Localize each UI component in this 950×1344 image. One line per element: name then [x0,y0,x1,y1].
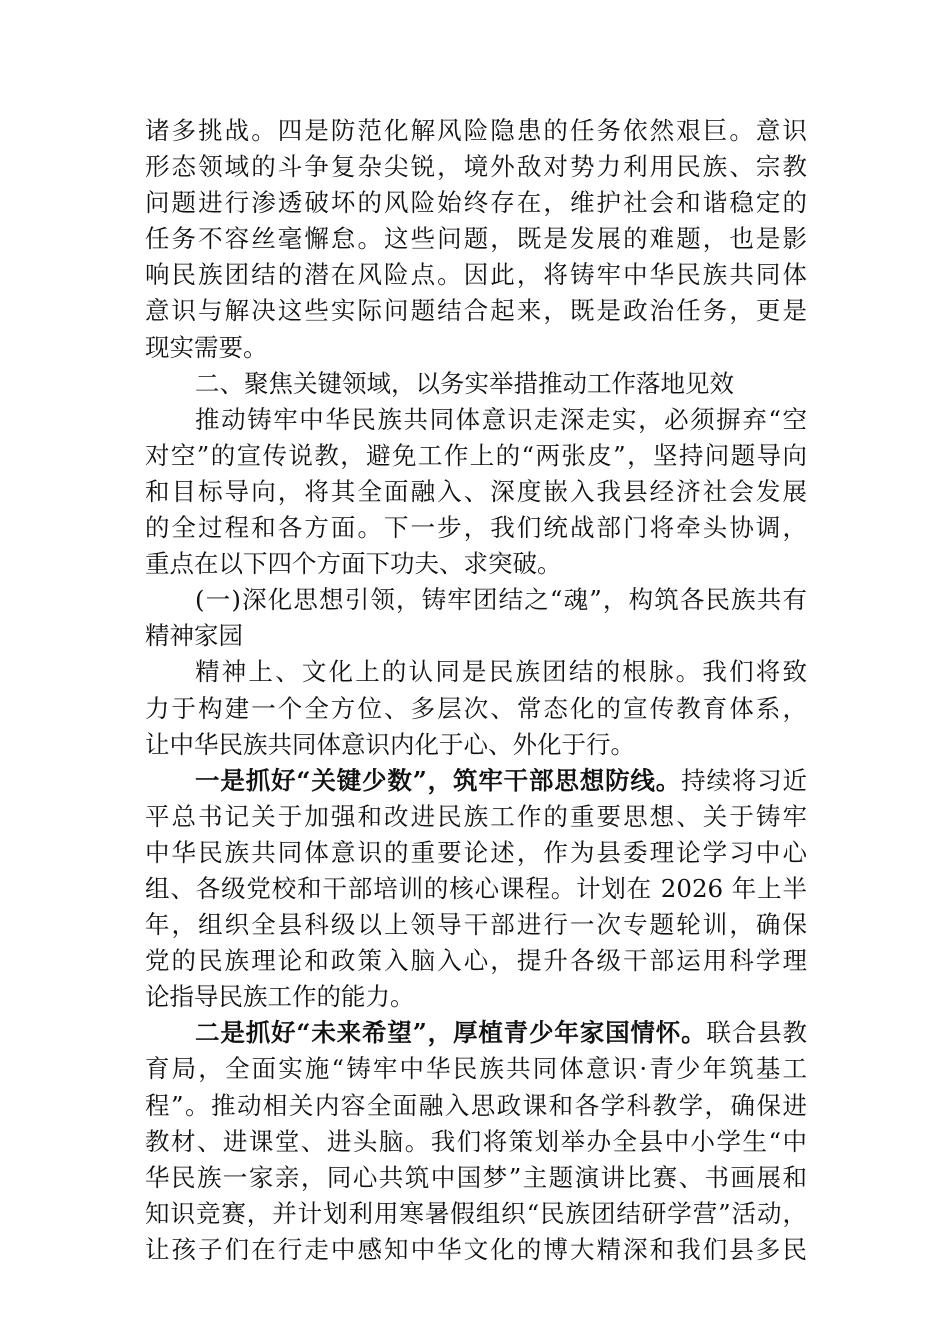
text-line [145,727,807,763]
text-line [145,1124,807,1160]
line-text: 联合县教 [706,1018,808,1048]
text-line [145,835,807,871]
line-text: 响民族团结的潜在风险点。因此，将铸牢中华民族共同体 [145,260,807,290]
line-text: 党的民族理论和政策入脑入心，提升各级干部运用科学理 [145,946,807,976]
text-line [145,943,807,979]
line-text: 和目标导向，将其全面融入、深度嵌入我县经济社会发展 [145,476,807,506]
line-text: 平总书记关于加强和改进民族工作的重要思想、关于铸牢 [145,801,807,831]
line-text: 力于构建一个全方位、多层次、常态化的宣传教育体系， [145,693,807,723]
text-line [145,293,807,329]
bold-lead-sentence: 一是抓好“关键少数”，筑牢干部思想防线。 [195,765,682,795]
line-text: (一)深化思想引领，铸牢团结之“魂”，构筑各民族共有 [195,585,807,615]
text-line [145,1160,807,1196]
text-line [145,1015,807,1051]
text-line [145,1088,807,1124]
line-text: 让中华民族共同体意识内化于心、外化于行。 [145,729,635,759]
line-text: 持续将习近 [681,765,808,795]
text-line [145,691,807,727]
text-line [145,510,807,546]
text-line [145,871,807,907]
line-text: 华民族一家亲，同心共筑中国梦”主题演讲比赛、书画展和 [145,1162,807,1192]
text-line [145,618,807,654]
text-line [145,257,807,293]
text-line [145,654,807,690]
line-text: 育局，全面实施“铸牢中华民族共同体意识·青少年筑基工 [145,1054,807,1084]
line-text: 知识竞赛，并计划利用寒暑假组织“民族团结研学营”活动， [145,1198,807,1228]
text-line [145,1232,807,1268]
text-line [145,438,807,474]
text-line [145,582,807,618]
line-text: 重点在以下四个方面下功夫、求突破。 [145,549,562,579]
line-text: 二、聚焦关键领域，以务实举措推动工作落地见效 [195,368,734,398]
line-text: 程”。推动相关内容全面融入思政课和各学科教学，确保进 [145,1090,807,1120]
line-text: 意识与解决这些实际问题结合起来，既是政治任务，更是 [145,296,807,326]
line-text: 推动铸牢中华民族共同体意识走深走实，必须摒弃“空 [195,404,807,434]
text-line [145,330,807,366]
line-text: 中华民族共同体意识的重要论述，作为县委理论学习中心 [145,837,807,867]
line-text: 让孩子们在行走中感知中华文化的博大精深和我们县多民 [145,1234,807,1264]
line-text: 现实需要。 [145,332,268,362]
line-text: 精神家园 [145,621,243,651]
section-heading [145,366,807,402]
text-line [145,221,807,257]
text-line [145,1051,807,1087]
line-text: 组、各级党校和干部培训的核心课程。计划在 2026 年上半 [145,873,807,903]
text-line [145,799,807,835]
text-line [145,185,807,221]
text-line [145,763,807,799]
line-text: 形态领域的斗争复杂尖锐，境外敌对势力利用民族、宗教 [145,152,807,182]
text-line [145,474,807,510]
text-line [145,402,807,438]
line-text: 的全过程和各方面。下一步，我们统战部门将牵头协调， [145,513,807,543]
line-text: 任务不容丝毫懈怠。这些问题，既是发展的难题，也是影 [145,224,807,254]
line-text: 论指导民族工作的能力。 [145,982,415,1012]
bold-lead-sentence: 二是抓好“未来希望”，厚植青少年家国情怀。 [195,1018,707,1048]
line-text: 诸多挑战。四是防范化解风险隐患的任务依然艰巨。意识 [145,116,807,145]
document-body [145,113,807,1268]
text-line [145,546,807,582]
line-text: 精神上、文化上的认同是民族团结的根脉。我们将致 [195,657,807,687]
text-line [145,113,807,149]
line-text: 教材、进课堂、进头脑。我们将策划举办全县中小学生“中 [145,1126,807,1156]
text-line [145,979,807,1015]
line-text: 对空”的宣传说教，避免工作上的“两张皮”，坚持问题导向 [145,440,807,470]
line-text: 问题进行渗透破坏的风险始终存在，维护社会和谐稳定的 [145,188,807,218]
text-line [145,149,807,185]
text-line [145,1196,807,1232]
text-line [145,907,807,943]
line-text: 年，组织全县科级以上领导干部进行一次专题轮训，确保 [145,910,807,940]
